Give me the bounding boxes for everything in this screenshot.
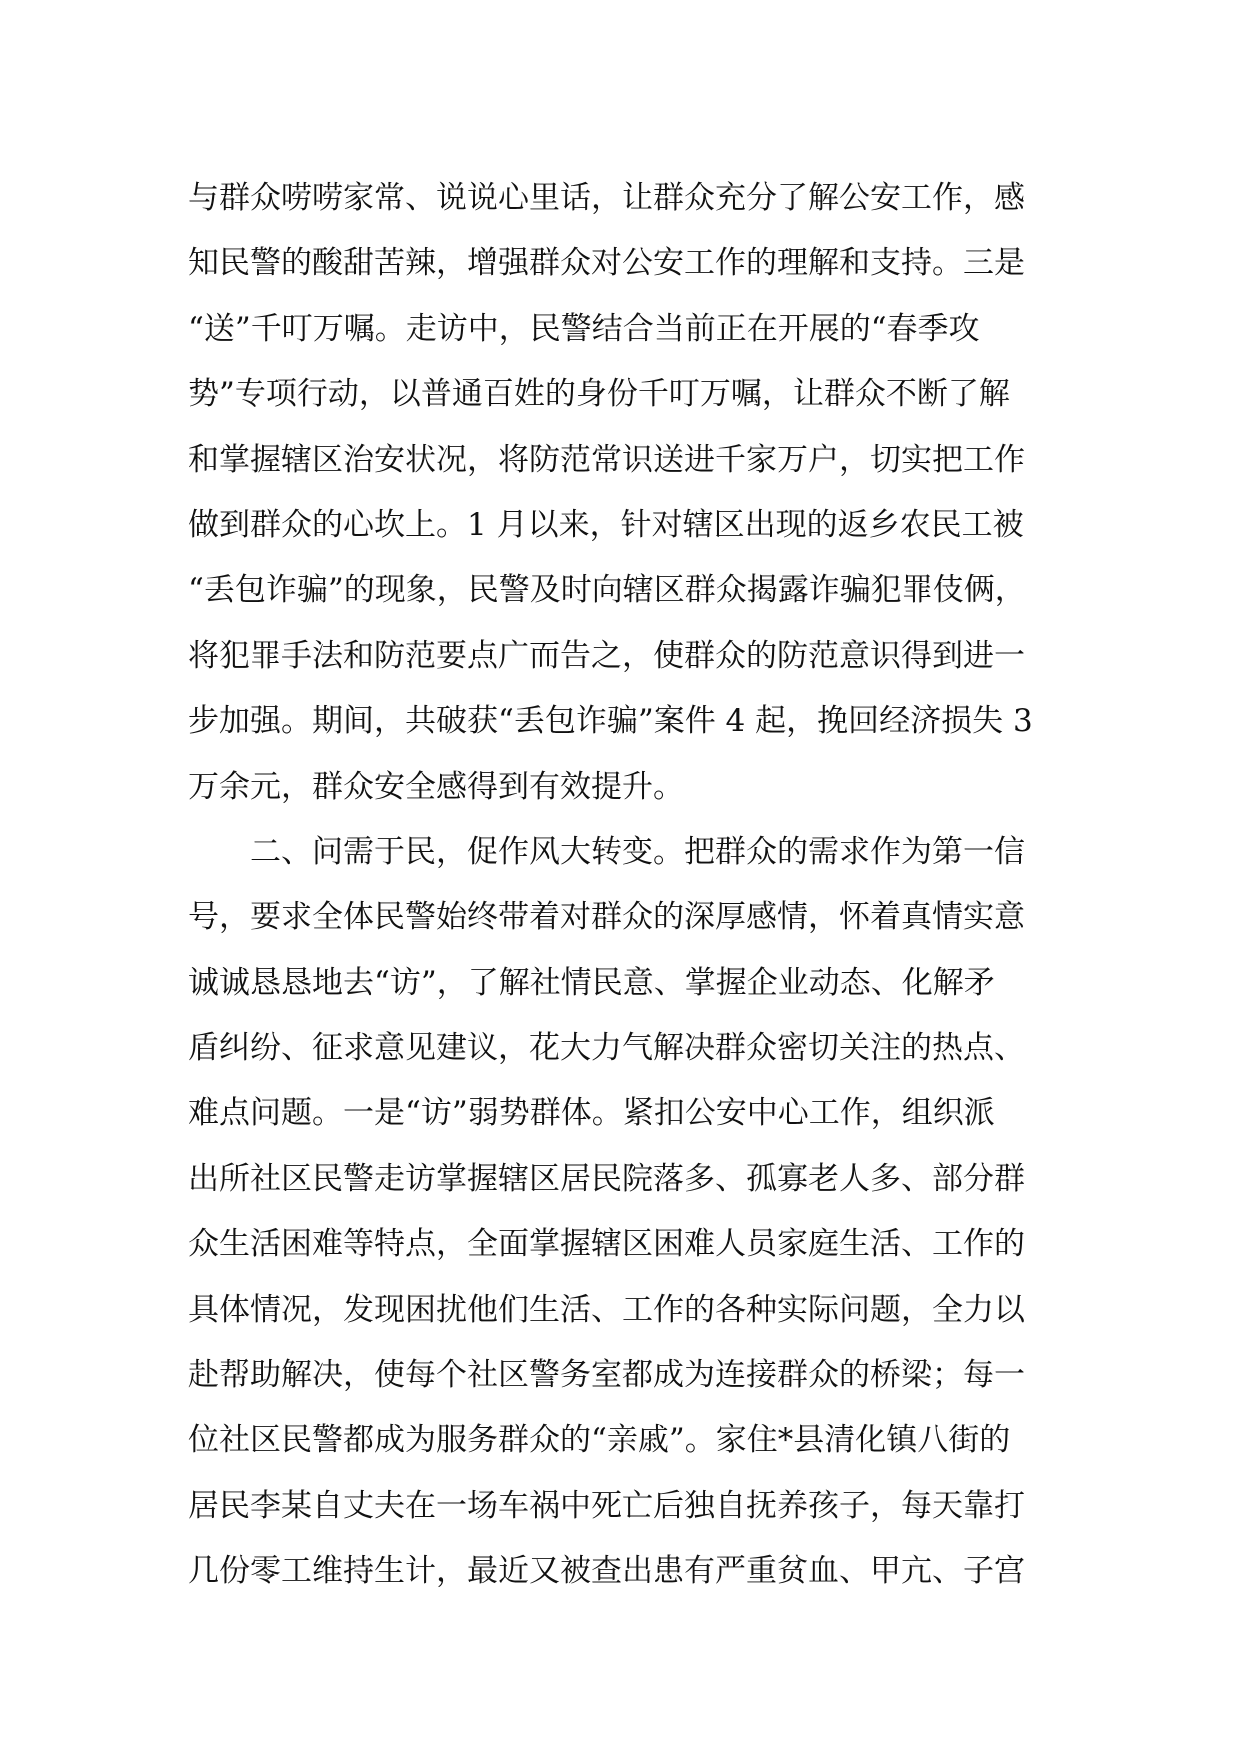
- text-line: 诚诚恳恳地去“访”，了解社情民意、掌握企业动态、化解矛: [188, 964, 995, 1001]
- text-line: 知民警的酸甜苦辣，增强群众对公安工作的理解和支持。三是: [188, 245, 1025, 282]
- text-line: 做到群众的心坎上。1 月以来，针对辖区出现的返乡农民工被: [188, 506, 1024, 543]
- text-line: 赴帮助解决，使每个社区警务室都成为连接群众的桥梁；每一: [188, 1357, 1025, 1394]
- text-line: “送”千叮万嘱。走访中，民警结合当前正在开展的“春季攻: [188, 310, 980, 347]
- text-line: 众生活困难等特点，全面掌握辖区困难人员家庭生活、工作的: [188, 1226, 1025, 1263]
- text-line: 居民李某自丈夫在一场车祸中死亡后独自抚养孩子，每天靠打: [188, 1487, 1025, 1524]
- paragraph-start-line: 二、问需于民，促作风大转变。把群众的需求作为第一信: [250, 833, 1025, 870]
- text-line: “丢包诈骗”的现象，民警及时向辖区群众揭露诈骗犯罪伎俩，: [188, 572, 1026, 609]
- text-line: 和掌握辖区治安状况，将防范常识送进千家万户，切实把工作: [188, 441, 1025, 478]
- text-line: 将犯罪手法和防范要点广而告之，使群众的防范意识得到进一: [188, 637, 1025, 674]
- text-line: 难点问题。一是“访”弱势群体。紧扣公安中心工作，组织派: [188, 1095, 995, 1132]
- text-line: 几份零工维持生计，最近又被查出患有严重贫血、甲亢、子宫: [188, 1553, 1025, 1590]
- body-text: [188, 166, 1088, 1605]
- text-line: 势”专项行动，以普通百姓的身份千叮万嘱，让群众不断了解: [188, 376, 1010, 413]
- text-line: 出所社区民警走访掌握辖区居民院落多、孤寡老人多、部分群: [188, 1160, 1025, 1197]
- text-line: 盾纠纷、征求意见建议，花大力气解决群众密切关注的热点、: [188, 1030, 1025, 1067]
- text-line: 具体情况，发现困扰他们生活、工作的各种实际问题，全力以: [188, 1291, 1025, 1328]
- text-line: 位社区民警都成为服务群众的“亲戚”。家住*县清化镇八街的: [188, 1422, 1011, 1459]
- text-line: 号，要求全体民警始终带着对群众的深厚感情，怀着真情实意: [188, 899, 1025, 936]
- text-line: 万余元，群众安全感得到有效提升。: [188, 768, 684, 805]
- text-line: 步加强。期间，共破获“丢包诈骗”案件 4 起，挽回经济损失 3: [188, 703, 1033, 740]
- text-line: 与群众唠唠家常、说说心里话，让群众充分了解公安工作，感: [188, 180, 1025, 216]
